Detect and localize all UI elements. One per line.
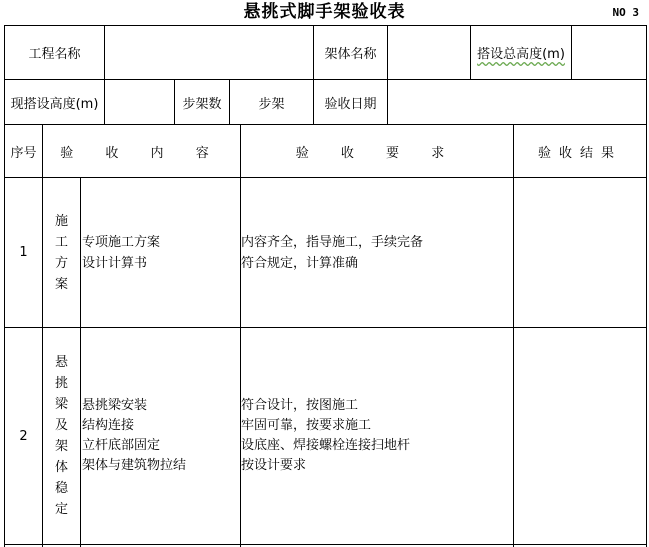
column-header-requirement: 验 收 要 求 [295,145,459,161]
row-1-requirement: 内容齐全，指导施工，手续完备 [241,234,424,250]
row-2-requirement: 设底座、焊接螺栓连接扫地杆 [241,438,411,453]
row-divider-5 [4,544,647,545]
row-2-requirements [241,328,513,544]
row-1-category-char: 方 [54,255,68,271]
row-2-category-char: 梁 [54,397,68,412]
frame-name-label: 架体名称 [324,47,377,62]
acceptance-date-label: 验收日期 [324,96,377,112]
row-1-requirement: 符合规定，计算准确 [241,255,359,271]
row-2-seq: 2 [19,428,28,444]
project-name-label: 工程名称 [28,47,81,62]
body-divider-category [80,177,81,547]
row-2-result[interactable] [514,328,646,544]
row-2-category [43,328,80,544]
form-title: 悬挑式脚手架验收表 [243,2,406,22]
row-1-category-char: 施 [54,213,68,229]
row-1-items [82,178,240,327]
row-2-requirement: 符合设计，按图施工 [241,398,359,413]
row-1-item: 专项施工方案 [82,234,161,250]
document-number: NO 3 [612,6,639,19]
total-height-label-text: 搭设总高度(m) [477,47,565,62]
project-name-value[interactable] [105,26,313,79]
total-height-label [471,26,571,79]
row-1-item: 设计计算书 [82,255,148,271]
row-2-category-char: 体 [54,460,68,475]
row-1-category-char: 案 [54,276,68,292]
row-2-items [82,328,240,544]
row-1-result[interactable] [514,178,646,327]
row-2-category-char: 架 [54,439,68,454]
column-header-content: 验 收 内 容 [60,145,223,161]
row-2-item: 结构连接 [82,418,135,433]
table-border-right [646,25,647,547]
acceptance-date-value[interactable] [388,80,646,124]
row-1-requirements [241,178,513,327]
step-count-label: 步架数 [182,96,222,112]
row-2-requirement: 牢固可靠，按要求施工 [241,418,372,433]
frame-name-value[interactable] [388,26,470,79]
row-2-item: 架体与建筑物拉结 [82,458,187,473]
row-1-seq: 1 [19,245,28,260]
row-2-category-char: 挑 [54,376,68,391]
row-2-requirement: 按设计要求 [241,458,307,473]
row-2-item: 立杆底部固定 [82,438,161,453]
row-1-category-char: 工 [54,234,68,250]
current-height-value[interactable] [105,80,174,124]
column-header-seq: 序号 [10,145,37,161]
column-header-result: 验收结果 [537,145,622,161]
row-2-category-char: 悬 [54,355,68,370]
step-unit-label: 步架 [258,96,285,112]
row-2-category-char: 及 [54,418,68,433]
row-2-category-char: 定 [54,502,68,517]
row-2-item: 悬挑梁安装 [82,398,148,413]
row-1-category [43,178,80,327]
total-height-value[interactable] [572,26,646,79]
row-2-category-char: 稳 [54,481,68,496]
current-height-label: 现搭设高度(m) [10,96,99,112]
